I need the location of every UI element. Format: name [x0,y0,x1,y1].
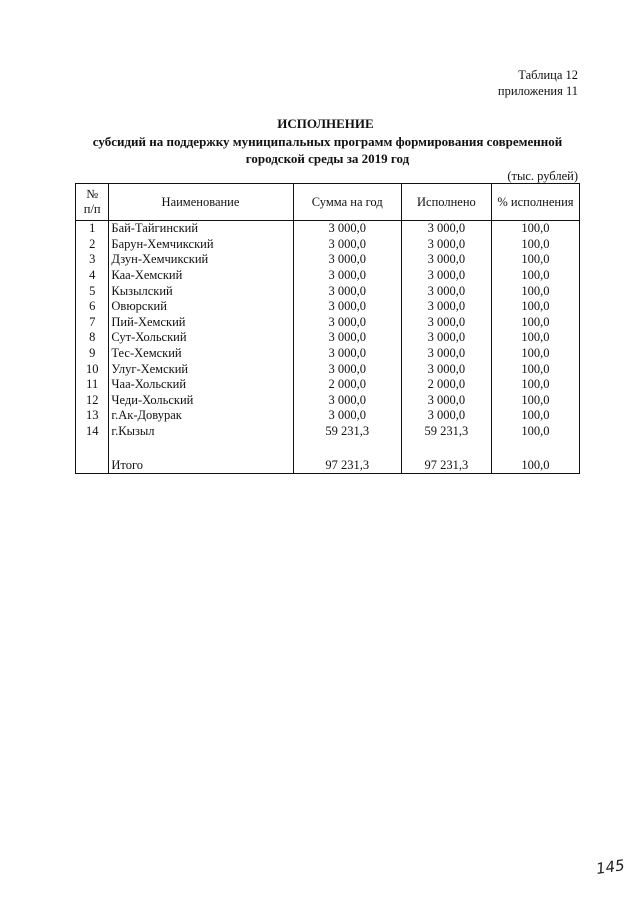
row-percent-cell: 100,0 [491,330,579,346]
table-row [76,408,580,424]
row-sum-cell: 3 000,0 [293,393,401,409]
row-done-cell: 3 000,0 [401,315,491,331]
row-name-cell: Пий-Хемский [109,315,293,331]
row-done-cell: 3 000,0 [401,268,491,284]
row-name-cell: Чеди-Хольский [109,393,293,409]
column-header-sum: Сумма на год [293,184,401,221]
row-percent-cell: 100,0 [491,408,579,424]
spacer-row [76,439,580,457]
row-done-cell: 3 000,0 [401,393,491,409]
row-name-cell: Сут-Хольский [109,330,293,346]
table-row [76,424,580,440]
row-number-cell: 13 [76,408,109,424]
spacer-cell [76,439,109,457]
column-header-percent: % исполнения [491,184,579,221]
row-name-cell: Тес-Хемский [109,346,293,362]
table-body [76,221,580,474]
row-percent-cell: 100,0 [491,299,579,315]
total-number-cell [76,457,109,473]
table-header-row [76,184,580,221]
row-name-cell: Дзун-Хемчикский [109,252,293,268]
row-percent-cell: 100,0 [491,221,579,237]
row-number-cell: 12 [76,393,109,409]
table-row [76,268,580,284]
table-row [76,221,580,237]
table-row [76,283,580,299]
row-name-cell: Каа-Хемский [109,268,293,284]
row-sum-cell: 3 000,0 [293,346,401,362]
row-done-cell: 59 231,3 [401,424,491,440]
column-header-number-line1: № [86,187,99,201]
row-sum-cell: 3 000,0 [293,330,401,346]
row-sum-cell: 59 231,3 [293,424,401,440]
column-header-number-line2: п/п [83,202,101,216]
row-number-cell: 10 [76,361,109,377]
execution-table [75,183,580,474]
spacer-cell [293,439,401,457]
spacer-cell [109,439,293,457]
spacer-cell [491,439,579,457]
row-name-cell: Улуг-Хемский [109,361,293,377]
row-number-cell: 9 [76,346,109,362]
row-name-cell: г.Кызыл [109,424,293,440]
units-note: (тыс. рублей) [507,169,578,183]
row-sum-cell: 3 000,0 [293,268,401,284]
row-number-cell: 2 [76,237,109,253]
row-sum-cell: 2 000,0 [293,377,401,393]
row-sum-cell: 3 000,0 [293,237,401,253]
row-percent-cell: 100,0 [491,252,579,268]
row-done-cell: 3 000,0 [401,237,491,253]
document-subtitle-line-2: городской среды за 2019 год [245,151,410,166]
row-name-cell: Овюрский [109,299,293,315]
column-header-name: Наименование [109,184,293,221]
row-sum-cell: 3 000,0 [293,252,401,268]
table-row [76,252,580,268]
row-percent-cell: 100,0 [491,237,579,253]
total-name-cell: Итого [109,457,293,473]
row-number-cell: 8 [76,330,109,346]
appendix-reference: приложения 11 [497,84,578,98]
row-percent-cell: 100,0 [491,315,579,331]
row-sum-cell: 3 000,0 [293,283,401,299]
table-row [76,377,580,393]
row-done-cell: 3 000,0 [401,361,491,377]
table-reference: Таблица 12 [518,68,578,82]
table-row [76,315,580,331]
row-done-cell: 2 000,0 [401,377,491,393]
row-done-cell: 3 000,0 [401,299,491,315]
row-percent-cell: 100,0 [491,361,579,377]
row-name-cell: Кызылский [109,283,293,299]
table-row [76,361,580,377]
column-header-done: Исполнено [401,184,491,221]
table-row [76,299,580,315]
document-subtitle-line-1: субсидий на поддержку муниципальных программ формирования современной [92,134,563,149]
row-percent-cell: 100,0 [491,346,579,362]
row-percent-cell: 100,0 [491,393,579,409]
row-number-cell: 14 [76,424,109,440]
row-number-cell: 1 [76,221,109,237]
row-name-cell: Барун-Хемчикский [109,237,293,253]
row-number-cell: 3 [76,252,109,268]
row-done-cell: 3 000,0 [401,408,491,424]
row-number-cell: 4 [76,268,109,284]
row-name-cell: г.Ак-Довурак [109,408,293,424]
row-done-cell: 3 000,0 [401,283,491,299]
table-row [76,237,580,253]
row-number-cell: 11 [76,377,109,393]
row-percent-cell: 100,0 [491,377,579,393]
total-done-cell: 97 231,3 [401,457,491,473]
row-sum-cell: 3 000,0 [293,221,401,237]
row-percent-cell: 100,0 [491,268,579,284]
row-sum-cell: 3 000,0 [293,408,401,424]
row-name-cell: Чаа-Хольский [109,377,293,393]
row-sum-cell: 3 000,0 [293,361,401,377]
row-number-cell: 6 [76,299,109,315]
row-done-cell: 3 000,0 [401,252,491,268]
row-done-cell: 3 000,0 [401,346,491,362]
total-row [76,457,580,473]
table-row [76,393,580,409]
row-name-cell: Бай-Тайгинский [109,221,293,237]
row-sum-cell: 3 000,0 [293,315,401,331]
row-number-cell: 5 [76,283,109,299]
page-number: 145 [594,856,626,878]
table-row [76,346,580,362]
spacer-cell [401,439,491,457]
row-percent-cell: 100,0 [491,283,579,299]
total-sum-cell: 97 231,3 [293,457,401,473]
table-row [76,330,580,346]
document-title: ИСПОЛНЕНИЕ [277,116,374,131]
row-percent-cell: 100,0 [491,424,579,440]
row-done-cell: 3 000,0 [401,221,491,237]
row-done-cell: 3 000,0 [401,330,491,346]
row-number-cell: 7 [76,315,109,331]
row-sum-cell: 3 000,0 [293,299,401,315]
total-percent-cell: 100,0 [491,457,579,473]
column-header-number [76,184,109,221]
